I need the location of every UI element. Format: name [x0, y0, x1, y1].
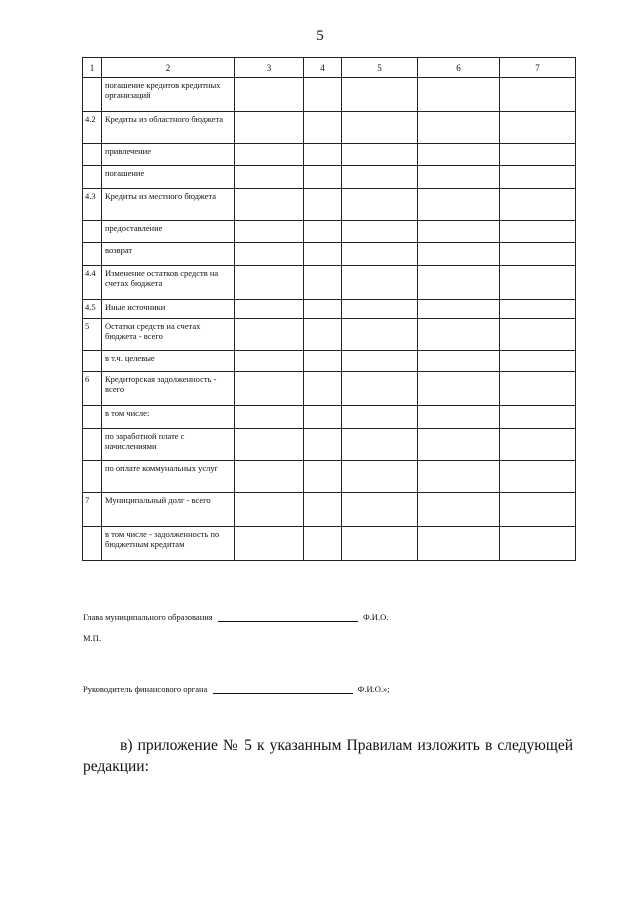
row-label-cell: Изменение остатков средств на счетах бюджета [102, 266, 235, 300]
empty-cell-col-7 [500, 493, 576, 527]
empty-cell-col-7 [500, 166, 576, 189]
empty-cell-col-4 [304, 78, 342, 112]
empty-cell-col-7 [500, 112, 576, 144]
row-number-cell [83, 221, 102, 243]
empty-cell-col-3 [235, 351, 304, 372]
row-number-cell [83, 429, 102, 461]
empty-cell-col-5 [342, 300, 418, 319]
empty-cell-col-3 [235, 166, 304, 189]
row-label-cell: привлечение [102, 144, 235, 166]
table-row [83, 221, 576, 243]
page-number: 5 [316, 28, 324, 44]
row-number-cell [83, 243, 102, 266]
table-row [83, 429, 576, 461]
empty-cell-col-5 [342, 266, 418, 300]
row-number-cell: 4.4 [83, 266, 102, 300]
closing-paragraph: в) приложение № 5 к указанным Правилам изложить в следующей редакции: [83, 737, 573, 775]
empty-cell-col-3 [235, 406, 304, 429]
empty-cell-col-5 [342, 166, 418, 189]
empty-cell-col-4 [304, 189, 342, 221]
empty-cell-col-7 [500, 78, 576, 112]
empty-cell-col-7 [500, 266, 576, 300]
empty-cell-col-5 [342, 406, 418, 429]
empty-cell-col-4 [304, 144, 342, 166]
row-number-cell: 5 [83, 319, 102, 351]
empty-cell-col-6 [418, 266, 500, 300]
row-label-cell: Кредиты из областного бюджета [102, 112, 235, 144]
empty-cell-col-4 [304, 319, 342, 351]
empty-cell-col-3 [235, 78, 304, 112]
empty-cell-col-5 [342, 319, 418, 351]
table-row [83, 243, 576, 266]
head-signature-line [83, 612, 388, 622]
empty-cell-col-6 [418, 189, 500, 221]
empty-cell-col-3 [235, 144, 304, 166]
empty-cell-col-4 [304, 166, 342, 189]
empty-cell-col-3 [235, 372, 304, 406]
empty-cell-col-3 [235, 429, 304, 461]
head-signature-blank [218, 612, 358, 622]
table-body [83, 58, 576, 561]
empty-cell-col-5 [342, 429, 418, 461]
empty-cell-col-3 [235, 266, 304, 300]
empty-cell-col-5 [342, 112, 418, 144]
row-label-cell: Иные источники [102, 300, 235, 319]
empty-cell-col-6 [418, 78, 500, 112]
table-row [83, 372, 576, 406]
table-header-row [83, 58, 576, 78]
empty-cell-col-7 [500, 300, 576, 319]
row-number-cell [83, 144, 102, 166]
empty-cell-col-6 [418, 461, 500, 493]
table-row [83, 144, 576, 166]
empty-cell-col-4 [304, 221, 342, 243]
finance-signature-blank [213, 684, 353, 694]
row-label-cell: возврат [102, 243, 235, 266]
empty-cell-col-7 [500, 221, 576, 243]
row-label-cell: погашение [102, 166, 235, 189]
column-header-4: 4 [304, 58, 342, 78]
empty-cell-col-5 [342, 461, 418, 493]
empty-cell-col-4 [304, 493, 342, 527]
empty-cell-col-5 [342, 243, 418, 266]
empty-cell-col-5 [342, 78, 418, 112]
empty-cell-col-5 [342, 351, 418, 372]
empty-cell-col-5 [342, 493, 418, 527]
empty-cell-col-7 [500, 351, 576, 372]
table-row [83, 78, 576, 112]
empty-cell-col-3 [235, 112, 304, 144]
empty-cell-col-7 [500, 461, 576, 493]
empty-cell-col-7 [500, 243, 576, 266]
empty-cell-col-3 [235, 221, 304, 243]
row-label-cell: Кредиторская задолженность - всего [102, 372, 235, 406]
empty-cell-col-3 [235, 189, 304, 221]
table-row [83, 461, 576, 493]
empty-cell-col-3 [235, 319, 304, 351]
table-row [83, 319, 576, 351]
empty-cell-col-4 [304, 527, 342, 561]
empty-cell-col-4 [304, 429, 342, 461]
row-number-cell [83, 527, 102, 561]
head-signature-fio: Ф.И.О. [362, 612, 389, 622]
column-header-3: 3 [235, 58, 304, 78]
empty-cell-col-5 [342, 527, 418, 561]
empty-cell-col-6 [418, 372, 500, 406]
row-label-cell: по оплате коммунальных услуг [102, 461, 235, 493]
empty-cell-col-4 [304, 351, 342, 372]
empty-cell-col-6 [418, 527, 500, 561]
empty-cell-col-4 [304, 266, 342, 300]
table-row [83, 189, 576, 221]
row-number-cell: 4.5 [83, 300, 102, 319]
empty-cell-col-6 [418, 406, 500, 429]
table-row [83, 351, 576, 372]
report-table [82, 57, 576, 561]
empty-cell-col-6 [418, 429, 500, 461]
empty-cell-col-3 [235, 243, 304, 266]
empty-cell-col-6 [418, 300, 500, 319]
finance-signature-label: Руководитель финансового органа [83, 684, 208, 694]
empty-cell-col-6 [418, 319, 500, 351]
empty-cell-col-6 [418, 221, 500, 243]
empty-cell-col-7 [500, 429, 576, 461]
empty-cell-col-4 [304, 112, 342, 144]
stamp-place-label: М.П. [83, 633, 101, 643]
empty-cell-col-3 [235, 493, 304, 527]
empty-cell-col-6 [418, 351, 500, 372]
row-label-cell: Остатки средств на счетах бюджета - всего [102, 319, 235, 351]
empty-cell-col-7 [500, 372, 576, 406]
empty-cell-col-4 [304, 372, 342, 406]
row-label-cell: погашение кредитов кредитных организаций [102, 78, 235, 112]
row-number-cell [83, 351, 102, 372]
row-label-cell: по заработной плате с начислениями [102, 429, 235, 461]
finance-signature-line [83, 684, 390, 694]
column-header-6: 6 [418, 58, 500, 78]
head-signature-label: Глава муниципального образования [83, 612, 213, 622]
row-label-cell: в том числе: [102, 406, 235, 429]
table-row [83, 406, 576, 429]
empty-cell-col-4 [304, 406, 342, 429]
row-number-cell: 7 [83, 493, 102, 527]
table-row [83, 266, 576, 300]
row-label-cell: Кредиты из местного бюджета [102, 189, 235, 221]
empty-cell-col-7 [500, 319, 576, 351]
column-header-2: 2 [102, 58, 235, 78]
column-header-1: 1 [83, 58, 102, 78]
empty-cell-col-3 [235, 527, 304, 561]
empty-cell-col-6 [418, 144, 500, 166]
row-label-cell: в т.ч. целевые [102, 351, 235, 372]
empty-cell-col-4 [304, 243, 342, 266]
empty-cell-col-4 [304, 300, 342, 319]
finance-signature-fio: Ф.И.О.»; [357, 684, 390, 694]
row-label-cell: Муниципальный долг - всего [102, 493, 235, 527]
row-label-cell: в том числе - задолженность по бюджетным кредитам [102, 527, 235, 561]
empty-cell-col-4 [304, 461, 342, 493]
empty-cell-col-6 [418, 493, 500, 527]
empty-cell-col-6 [418, 112, 500, 144]
table-row [83, 112, 576, 144]
row-number-cell [83, 406, 102, 429]
empty-cell-col-6 [418, 166, 500, 189]
table-row [83, 300, 576, 319]
row-number-cell [83, 78, 102, 112]
table-row [83, 493, 576, 527]
row-label-cell: предоставление [102, 221, 235, 243]
column-header-5: 5 [342, 58, 418, 78]
row-number-cell [83, 461, 102, 493]
table-row [83, 166, 576, 189]
row-number-cell: 4.3 [83, 189, 102, 221]
empty-cell-col-7 [500, 527, 576, 561]
table-row [83, 527, 576, 561]
column-header-7: 7 [500, 58, 576, 78]
row-number-cell [83, 166, 102, 189]
empty-cell-col-6 [418, 243, 500, 266]
empty-cell-col-7 [500, 144, 576, 166]
empty-cell-col-7 [500, 406, 576, 429]
row-number-cell: 6 [83, 372, 102, 406]
empty-cell-col-7 [500, 189, 576, 221]
row-number-cell: 4.2 [83, 112, 102, 144]
empty-cell-col-5 [342, 189, 418, 221]
empty-cell-col-5 [342, 221, 418, 243]
empty-cell-col-3 [235, 461, 304, 493]
empty-cell-col-3 [235, 300, 304, 319]
empty-cell-col-5 [342, 372, 418, 406]
empty-cell-col-5 [342, 144, 418, 166]
